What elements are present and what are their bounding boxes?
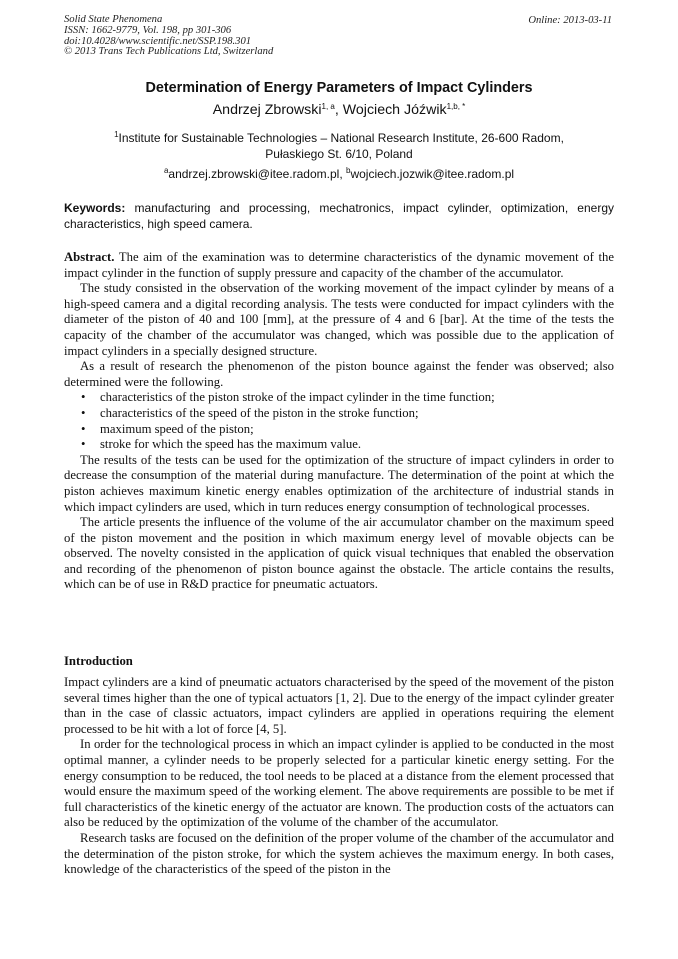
intro-paragraph-3: Research tasks are focused on the definition of the proper volume of the chamber of the accumulator and the determination of the piston stroke, for which the system achieves the maximum energy. In both cases, knowledge of the characteristics of the speed of the piston in the xyxy=(64,830,614,877)
abstract-paragraph-2: The study consisted in the observation of the working movement of the impact cylinder by means of a high-speed camera and a digital recording analysis. The tests were conducted for impact cylinders with the diameter of the piston of 40 and 100 [mm], at the pressure of 4 and 6 [bar]. At the time of the tests the capacity of the chamber of the accumulator was changed, which was possible due to the application of impact cylinders in a specially designed structure. xyxy=(64,281,614,358)
keywords-text: manufacturing and processing, mechatronics, impact cylinder, optimization, energy characteristics, high speed camera. xyxy=(64,201,614,231)
author-1-affil: 1, a xyxy=(321,102,335,111)
abstract-p1-text: The aim of the examination was to determine characteristics of the dynamic movement of the impact cylinder in the function of supply pressure and capacity of the chamber of the accumulator. xyxy=(64,250,615,280)
copyright-line: © 2013 Trans Tech Publications Ltd, Switzerland xyxy=(64,46,274,58)
author-1: Andrzej Zbrowski xyxy=(212,102,322,118)
abstract-paragraph-5: The article presents the influence of the volume of the air accumulator chamber on the maximum speed of the piston movement and the position in which maximum energy level of movable objects can be observed. The novelty consisted in the application of quick visual techniques that enabled the observation and recording of the phenomenon of piston bounce against the obstacle. The article contains the results, which can be of use in R&D practice for pneumatic actuators. xyxy=(64,515,614,592)
abstract-paragraph-3: As a result of research the phenomenon of the piston bounce against the fender was observed; also determined were the following. xyxy=(64,359,614,389)
bullet-icon: • xyxy=(81,437,86,452)
doi-line[interactable]: doi:10.4028/www.scientific.net/SSP.198.301 xyxy=(64,35,252,47)
keywords xyxy=(64,201,614,232)
email-b[interactable]: wojciech.jozwik@itee.radom.pl xyxy=(350,167,515,181)
paper-title: Determination of Energy Parameters of Impact Cylinders xyxy=(145,80,533,96)
result-list xyxy=(64,390,614,452)
online-date: Online: 2013-03-11 xyxy=(528,15,612,26)
keywords-label: Keywords: xyxy=(64,201,126,215)
list-item xyxy=(64,406,614,422)
list-item-text: maximum speed of the piston; xyxy=(100,421,254,436)
author-2: Wojciech Jóźwik xyxy=(342,102,447,118)
abstract-paragraph-4: The results of the tests can be used for the optimization of the structure of impact cylinders in order to decrease the consumption of the material during manufacture. The determination of the point at which the piston achieves maximum kinetic energy enables optimization of the architecture of industrial stands in which impact cylinders are used, which in turn reduces energy consumption of technological processes. xyxy=(64,452,614,514)
author-separator: , xyxy=(334,102,343,118)
email-b-sup: b xyxy=(346,166,351,175)
publication-header xyxy=(64,15,273,58)
author-list xyxy=(0,102,678,118)
affiliation xyxy=(90,131,588,162)
intro-paragraph-1: Impact cylinders are a kind of pneumatic actuators characterised by the speed of the movement of the piston several times higher than the one of typical actuators [1, 2]. Due to the energy of the impact cylinder greater than in the case of classic actuators, impact cylinders are applied in operations requiring the element processed to be hit with a lot of force [4, 5]. xyxy=(64,675,614,736)
email-a-sup: a xyxy=(163,166,169,175)
list-item xyxy=(64,437,614,453)
issn-line: ISSN: 1662-9779, Vol. 198, pp 301-306 xyxy=(64,24,232,36)
list-item-text: characteristics of the piston stroke of the impact cylinder in the time function; xyxy=(100,390,495,405)
bullet-icon: • xyxy=(81,405,86,420)
abstract-paragraph-1 xyxy=(64,250,614,281)
list-item xyxy=(64,422,614,438)
email-line xyxy=(0,167,678,181)
abstract-label: Abstract. xyxy=(64,250,115,264)
affiliation-sup: 1 xyxy=(114,130,119,139)
list-item-text: characteristics of the speed of the piston in the stroke function; xyxy=(100,405,419,420)
list-item xyxy=(64,390,614,406)
abstract-section xyxy=(64,250,614,593)
bullet-icon: • xyxy=(81,421,86,436)
journal-name: Solid State Phenomena xyxy=(64,14,163,25)
introduction-section xyxy=(64,675,614,878)
intro-paragraph-2: In order for the technological process in which an impact cylinder is applied to be conducted in the most optimal manner, a cylinder needs to be properly selected for a particular kinetic energy setting. For the energy consumption to be reduced, the tool needs to be placed at a distance from the element processed that would ensure the maximum speed of the working element. The above requirements are possible to be met if full characteristics of the kinetic energy of the actuator are known. The production costs of the actuators can also be reduced by the optimization of the volume of the chamber of the accumulator. xyxy=(64,737,614,830)
author-2-affil: 1,b, * xyxy=(446,102,466,111)
affiliation-text: Institute for Sustainable Technologies – National Research Institute, 26-600 Radom, Pułaskiego St. 6/10, Poland xyxy=(118,131,564,161)
section-heading-introduction: Introduction xyxy=(64,654,133,668)
list-item-text: stroke for which the speed has the maximum value. xyxy=(100,437,362,452)
email-separator: , xyxy=(339,167,346,181)
bullet-icon: • xyxy=(81,390,86,405)
email-a[interactable]: andrzej.zbrowski@itee.radom.pl xyxy=(168,167,340,181)
